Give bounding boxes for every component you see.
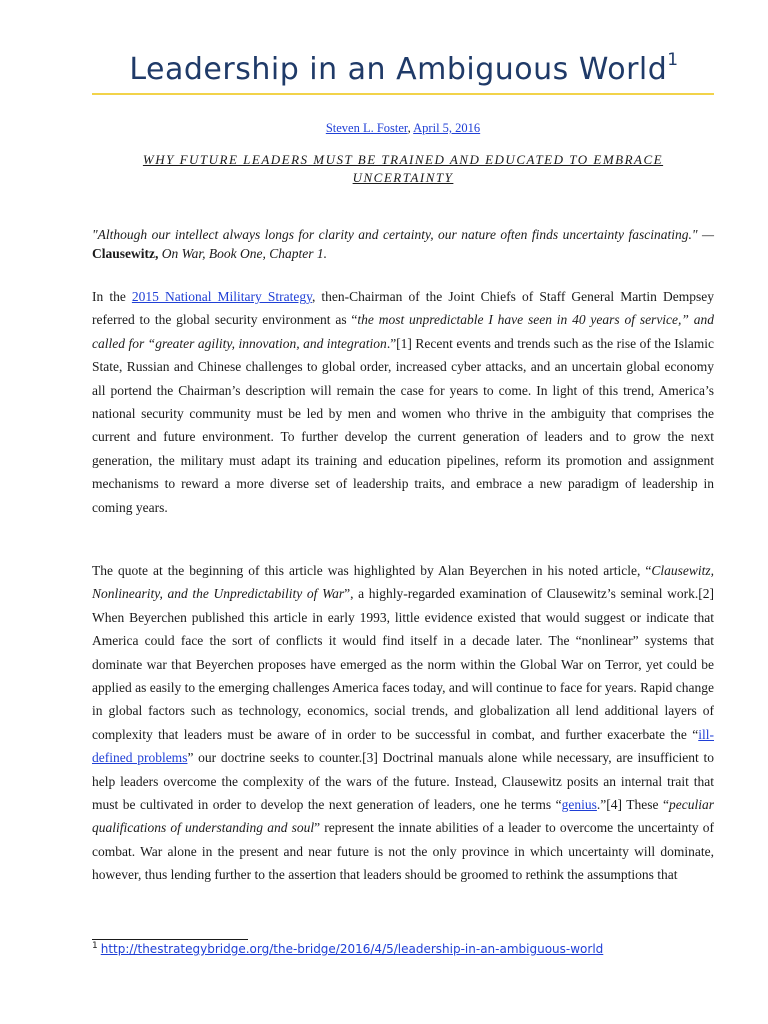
p1-text-2: , then-Chairman of the Joint Chiefs of Staff General Martin Dempsey referred to the global security environment as “	[92, 289, 714, 328]
epigraph-source: On War, Book One, Chapter 1.	[158, 246, 327, 261]
p1-quote-italic: the most unpredictable I have seen in 40 years of service,” and called for “greater agility, innovation, and integration	[92, 312, 714, 351]
ill-defined-problems-link[interactable]: ill-defined problems	[92, 726, 714, 766]
author-link[interactable]: Steven L. Foster	[325, 121, 408, 135]
p1-text-1: In the	[92, 289, 132, 304]
date-link[interactable]: April 5, 2016	[413, 121, 481, 135]
paragraph-2	[92, 559, 714, 887]
footnote	[92, 941, 714, 956]
epigraph-author: Clausewitz,	[92, 246, 159, 261]
footnote-divider	[92, 939, 248, 940]
p2-text-2: ”, a highly-regarded examination of Clausewitz’s seminal work.[2] When Beyerchen published this article in early 1993, little evidence existed that would suggest or indicate that America could face the sort of conflicts it would find itself in a decade later. The “nonlinear” systems that dominate war that Beyerchen proposes have emerged as the norm within the Global War on Terror, yet could be applied as easily to the emerging challenges America faces today, and will continue to face for years. Rapid change in global factors such as technology, economics, social trends, and globalization all lend additional layers of complexity that leaders must be aware of in order to be successful in combat, and further exacerbate the “	[92, 586, 714, 742]
p2-text-1: The quote at the beginning of this article was highlighted by Alan Beyerchen in his noted article, “	[92, 563, 652, 578]
p2-text-4: .”[4] These “	[596, 797, 670, 813]
byline	[92, 121, 714, 136]
byline-separator: ,	[407, 121, 414, 135]
p1-text-3: .”[1] Recent events and trends such as the rise of the Islamic State, Russian and Chinese challenges to global order, increased cyber attacks, and an uncertain global economy all portend the Chairman’s description will remain the case for years to come. In light of this trend, America’s national security community must be led by men and women who thrive in the ambiguity that comprises the current and future environment. To further develop the current generation of leaders and to grow the next generation, the military must adapt its training and education pipelines, reform its promotion and assignment mechanisms to reward a more diverse set of leadership traits, and embrace a new paradigm of leadership in coming years.	[92, 335, 714, 515]
national-military-strategy-link[interactable]: 2015 National Military Strategy	[131, 289, 312, 304]
title-footnote-marker: 1	[667, 50, 679, 70]
epigraph-quote: "Although our intellect always longs for clarity and certainty, our nature often finds uncertainty fascinating." —	[92, 227, 714, 242]
epigraph	[92, 225, 714, 263]
paragraph-1	[92, 285, 714, 519]
footnote-marker: 1	[92, 941, 98, 951]
footnote-url-link[interactable]: http://thestrategybridge.org/the-bridge/2016/4/5/leadership-in-an-ambiguous-world	[100, 942, 604, 956]
article-subheading: WHY FUTURE LEADERS MUST BE TRAINED AND EDUCATED TO EMBRACE UNCERTAINTY	[142, 152, 664, 185]
p2-text-5: ” represent the innate abilities of a leader to overcome the uncertainty of combat. War alone in the present and near future is not the only province in which uncertainty will dominate, however, thus lending further to the assertion that leaders should be groomed to rethink the assumptions that	[92, 820, 714, 883]
p2-text-3: ” our doctrine seeks to counter.[3] Doctrinal manuals alone while necessary, are insufficient to help leaders overcome the complexity of the wars of the future. Instead, Clausewitz posits an internal trait that must be cultivated in order to develop the next generation of leaders, one he terms “	[92, 750, 714, 813]
title-underline	[92, 93, 714, 95]
title-text: Leadership in an Ambiguous World	[129, 52, 668, 87]
p2-article-title: Clausewitz, Nonlinearity, and the Unpredictability of War	[92, 563, 714, 602]
page-title	[92, 50, 716, 87]
genius-link[interactable]: genius	[561, 797, 597, 813]
p2-quote-italic: peculiar qualifications of understanding and soul	[92, 797, 715, 836]
